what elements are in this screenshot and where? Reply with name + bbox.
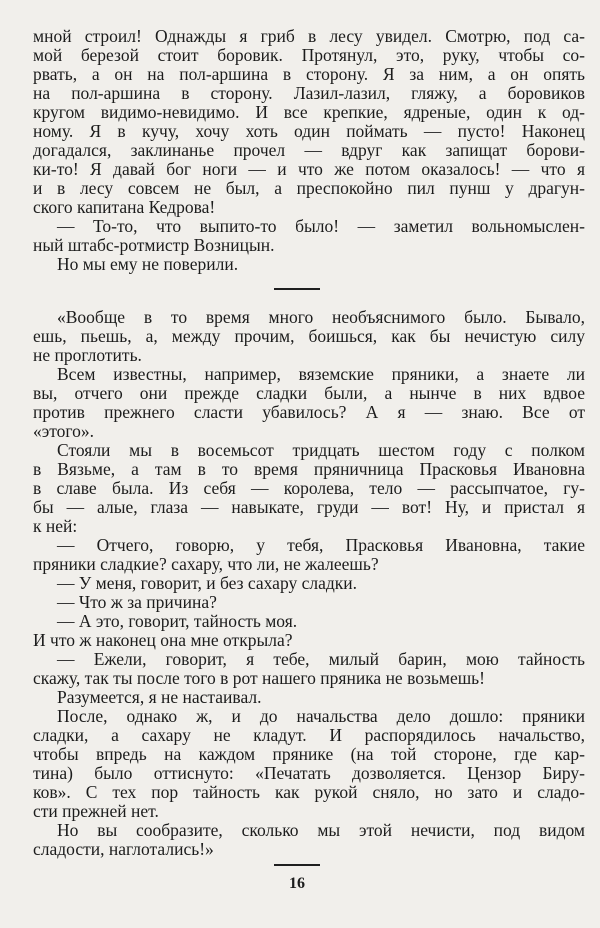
paragraph (33, 27, 585, 217)
text-line: — А это, говорит, тайность моя. (57, 611, 298, 631)
text-line: и в лесу совсем не был, а преспокойно пил пунш у драгун- (33, 178, 585, 198)
text-line: ского капитана Кедрова! (33, 197, 216, 217)
text-line: — То-то, что выпито-то было! — заметил вольномыслен- (57, 216, 585, 236)
text-line: вы, отчего они прежде сладки были, а нынче в них вдвое (33, 383, 585, 403)
text-line: Но мы ему не поверили. (57, 254, 239, 274)
text-line: в славе была. Из себя — королева, тело — рассыпчатое, гу- (33, 478, 585, 498)
paragraph (33, 441, 585, 536)
text-line: тина) было оттиснуто: «Печатать дозволяется. Цензор Биру- (33, 763, 585, 783)
text-line: — Отчего, говорю, у тебя, Прасковья Ивановна, такие (57, 535, 585, 555)
paragraph (33, 308, 585, 365)
text-line: скажу, так ты после того в рот нашего пряника не возьмешь! (33, 668, 485, 688)
text-line: чтобы впредь на каждом прянике (на той стороне, где кар- (33, 744, 585, 764)
text-line: мной строил! Однажды я гриб в лесу увидел. Смотрю, под са- (33, 26, 585, 46)
section-separator (274, 288, 320, 290)
text-line: пряники сладкие? сахару, что ли, не жалеешь? (33, 554, 379, 574)
text-line: в Вязьме, а там в то время пряничница Прасковья Ивановна (33, 459, 585, 479)
paragraph (33, 631, 585, 650)
text-line: — Что ж за причина? (57, 592, 217, 612)
text-line: ешь, пьешь, а, между прочим, боишься, как бы нечистую силу (33, 326, 585, 346)
paragraph (33, 593, 585, 612)
text-line: сладости, наглотались!» (33, 839, 214, 859)
paragraph (33, 255, 585, 274)
text-line: Всем известны, например, вяземские пряники, а знаете ли (57, 364, 585, 384)
text-line: Стояли мы в восемьсот тридцать шестом году с полком (57, 440, 585, 460)
paragraph (33, 821, 585, 859)
text-line: ков». С тех пор тайность как рукой сняло, но зато и сладо- (33, 782, 585, 802)
text-line: ному. Я в кучу, хочу хоть один поймать — пусто! Наконец (33, 121, 585, 141)
page-number: 16 (289, 875, 305, 892)
paragraph (33, 536, 585, 574)
footer-separator (274, 864, 320, 866)
text-line: рвать, а он на пол-аршина в сторону. Я за ним, а он опять (33, 64, 585, 84)
paragraph (33, 707, 585, 821)
text-line: не проглотить. (33, 345, 142, 365)
text-line: «этого». (33, 421, 95, 441)
text-line: Разумеется, я не настаивал. (57, 687, 262, 707)
text-column (33, 27, 585, 893)
paragraph (33, 612, 585, 631)
text-line: к ней: (33, 516, 78, 536)
text-line: догадался, заклинанье прочел — вдруг как запищат борови- (33, 140, 585, 160)
text-line: сти прежней нет. (33, 801, 159, 821)
text-line: И что ж наконец она мне открыла? (33, 630, 293, 650)
text-line: Но вы сообразите, сколько мы этой нечисти, под видом (57, 820, 585, 840)
text-line: — У меня, говорит, и без сахару сладки. (57, 573, 358, 593)
text-line: мой березой стоит боровик. Протянул, это, руку, чтобы со- (33, 45, 585, 65)
paragraph (33, 650, 585, 688)
text-line: После, однако ж, и до начальства дело дошло: пряники (57, 706, 585, 726)
text-line: на пол-аршина в сторону. Лазил-лазил, гляжу, а боровиков (33, 83, 585, 103)
text-line: бы — алые, глаза — навыкате, груди — вот! Ну, и пристал я (33, 497, 585, 517)
paragraph (33, 365, 585, 441)
text-line: ный штабс-ротмистр Возницын. (33, 235, 275, 255)
text-line: против прежнего сласти убавилось? А я — знаю. Все от (33, 402, 585, 422)
text-line: ки-то! Я давай бог ноги — и что же потом оказалось! — что я (33, 159, 585, 179)
text-line: «Вообще в то время много необъяснимого было. Бывало, (57, 307, 585, 327)
text-line: кругом видимо-невидимо. И все крепкие, ядреные, один к од- (33, 102, 585, 122)
paragraph (33, 574, 585, 593)
text-line: — Ежели, говорит, я тебе, милый барин, мою тайность (57, 649, 585, 669)
text-line: сладки, а сахару не кладут. И распорядилось начальство, (33, 725, 585, 745)
paragraph (33, 688, 585, 707)
paragraph (33, 217, 585, 255)
